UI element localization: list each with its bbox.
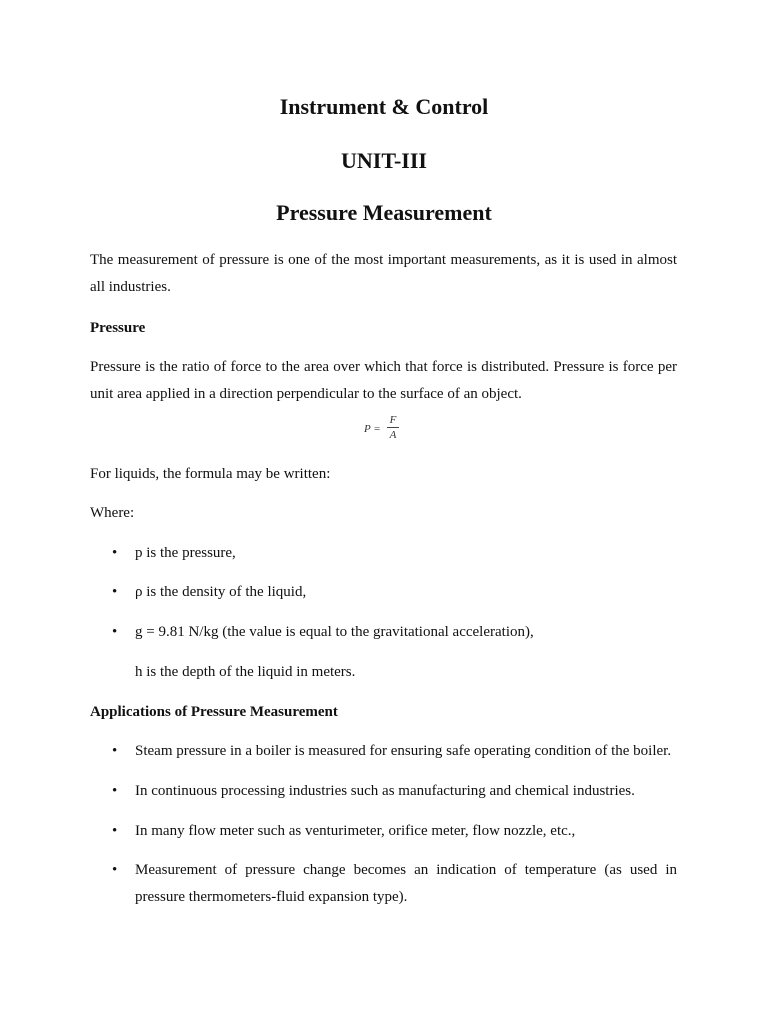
bullet-icon: • — [112, 783, 118, 799]
formula-numerator: F — [389, 414, 397, 426]
variable-item — [112, 540, 677, 567]
application-text: In many flow meter such as venturimeter, orifice meter, flow nozzle, etc., — [135, 823, 576, 839]
bullet-icon: • — [112, 862, 118, 878]
unit-heading: UNIT-III — [340, 148, 427, 173]
pressure-definition: Pressure is the ratio of force to the area over which that force is distributed. Pressure is force per unit area applied in a direction perpendicular to the surface of an object. — [90, 359, 677, 402]
variable-text: p is the pressure, — [135, 545, 236, 561]
topic-heading: Pressure Measurement — [276, 200, 492, 225]
application-text: In continuous processing industries such as manufacturing and chemical industries. — [135, 783, 635, 799]
formula-denominator: A — [389, 429, 397, 441]
variable-item — [112, 579, 677, 606]
bullet-icon: • — [112, 743, 118, 759]
applications-heading: Applications of Pressure Measurement — [90, 704, 338, 720]
application-item — [112, 857, 677, 911]
bullet-icon: • — [112, 823, 118, 839]
application-item — [112, 778, 677, 805]
formula-fraction — [387, 414, 399, 441]
depth-note: h is the depth of the liquid in meters. — [135, 664, 356, 680]
pressure-heading: Pressure — [90, 320, 146, 336]
variable-text: ρ is the density of the liquid, — [135, 584, 307, 600]
bullet-icon: • — [112, 545, 118, 561]
bullet-icon: • — [112, 584, 118, 600]
application-item — [112, 738, 677, 765]
variable-text: g = 9.81 N/kg (the value is equal to the gravitational acceleration), — [135, 624, 534, 640]
liquids-note: For liquids, the formula may be written: — [90, 466, 331, 482]
variable-item — [112, 619, 677, 646]
bullet-icon: • — [112, 624, 118, 640]
formula-lhs: P = — [364, 423, 381, 435]
application-text: Steam pressure in a boiler is measured for ensuring safe operating condition of the boiler. — [135, 743, 672, 759]
document-title: Instrument & Control — [279, 94, 489, 119]
where-label: Where: — [90, 505, 135, 521]
intro-paragraph: The measurement of pressure is one of the most important measurements, as it is used in almost all industries. — [90, 252, 677, 295]
application-text: Measurement of pressure change becomes an indication of temperature (as used in pressure thermometers-fluid expansion type). — [135, 862, 677, 905]
fraction-bar — [387, 427, 399, 428]
application-item — [112, 818, 677, 845]
